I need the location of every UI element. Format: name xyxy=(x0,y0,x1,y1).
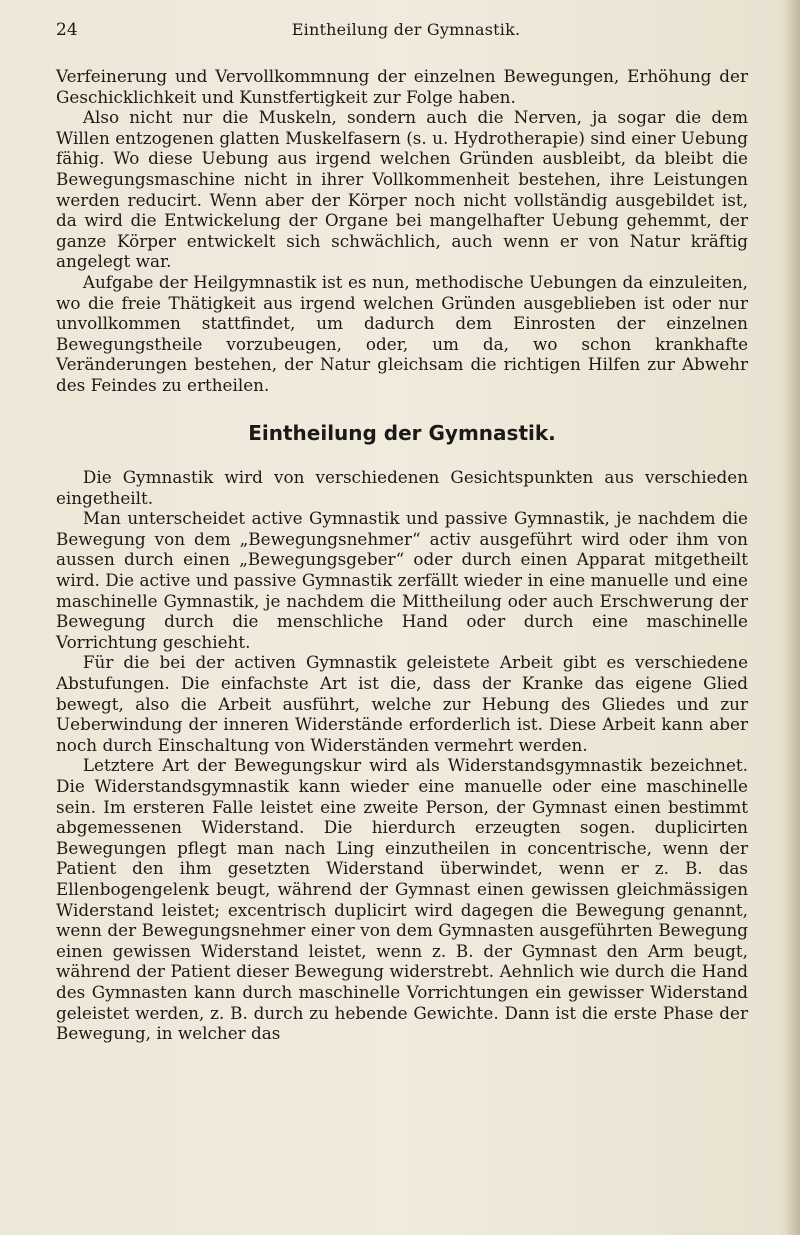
running-title: Eintheilung der Gymnastik. xyxy=(291,20,521,39)
paragraph: Aufgabe der Heilgymnastik ist es nun, methodische Uebungen da einzuleiten, wo die freie Thätigkeit aus irgend welchen Gründen ausgeblieben ist oder nur unvollkommen stattfindet, um dadurch dem Einrosten der einzelnen Bewegungstheile vorzubeugen, oder, um da, wo schon krankhafte Veränderungen bestehen, der Natur gleichsam die richtigen Hilfen zur Abwehr des Feindes zu ertheilen. xyxy=(56,271,748,395)
page-edge-shadow xyxy=(786,0,800,1235)
paragraph: Man unterscheidet active Gymnastik und passive Gymnastik, je nachdem die Bewegung von dem „Bewegungsnehmer“ activ ausgeführt wird oder ihm von aussen durch einen „Bewegungsgeber“ oder durch einen Apparat mitgetheilt wird. Die active und passive Gymnastik zerfällt wieder in eine manuelle und eine maschinelle Gymnastik, je nachdem die Mittheilung oder auch Erschwerung der Bewegung durch die menschliche Hand oder durch eine maschinelle Vorrichtung geschieht. xyxy=(56,508,748,652)
paragraph: Verfeinerung und Vervollkommnung der einzelnen Bewegungen, Erhöhung der Geschicklichkeit und Kunstfertigkeit zur Folge haben. xyxy=(56,66,748,107)
paragraph: Letztere Art der Bewegungskur wird als Widerstandsgymnastik bezeichnet. Die Widerstandsgymnastik kann wieder eine manuelle oder eine maschinelle sein. Im ersteren Falle leistet eine zweite Person, der Gymnast einen bestimmt abgemessenen Widerstand. Die hierdurch erzeugten sogen. duplicirten Bewegungen pflegt man nach Ling einzutheilen in concentrische, wenn der Patient den ihm gesetzten Widerstand überwindet, wenn er z. B. das Ellenbogengelenk beugt, während der Gymnast einen gewissen gleichmässigen Widerstand leistet; excentrisch duplicirt wird dagegen die Bewegung genannt, wenn der Bewegungsnehmer einer von dem Gymnasten ausgeführten Bewegung einen gewissen Widerstand leistet, wenn z. B. der Gymnast den Arm beugt, während der Patient dieser Bewegung widerstrebt. Aehnlich wie durch die Hand des Gymnasten kann durch maschinelle Vorrichtungen ein gewisser Widerstand geleistet werden, z. B. durch zu hebende Gewichte. Dann ist die erste Phase der Bewegung, in welcher das xyxy=(56,755,748,1044)
page-header xyxy=(56,20,756,44)
page-number: 24 xyxy=(56,20,78,40)
body-text xyxy=(56,66,748,1044)
section-heading: Eintheilung der Gymnastik. xyxy=(248,420,556,445)
paragraph: Also nicht nur die Muskeln, sondern auch die Nerven, ja sogar die dem Willen entzogenen glatten Muskelfasern (s. u. Hydrotherapie) sind einer Uebung fähig. Wo diese Uebung aus irgend welchen Gründen ausbleibt, da bleibt die Bewegungsmaschine nicht in ihrer Vollkommenheit bestehen, ihre Leistungen werden reducirt. Wenn aber der Körper noch nicht vollständig ausgebildet ist, da wird die Entwickelung der Organe bei mangelhafter Uebung gehemmt, der ganze Körper entwickelt sich schwächlich, auch wenn er von Natur kräftig angelegt war. xyxy=(56,107,748,272)
paragraph: Für die bei der activen Gymnastik geleistete Arbeit gibt es verschiedene Abstufungen. Die einfachste Art ist die, dass der Kranke das eigene Glied bewegt, also die Arbeit ausführt, welche zur Hebung des Gliedes und zur Ueberwindung der inneren Widerstände erforderlich ist. Diese Arbeit kann aber noch durch Einschaltung von Widerständen vermehrt werden. xyxy=(56,652,748,755)
paragraph: Die Gymnastik wird von verschiedenen Gesichtspunkten aus verschieden eingetheilt. xyxy=(56,467,748,508)
